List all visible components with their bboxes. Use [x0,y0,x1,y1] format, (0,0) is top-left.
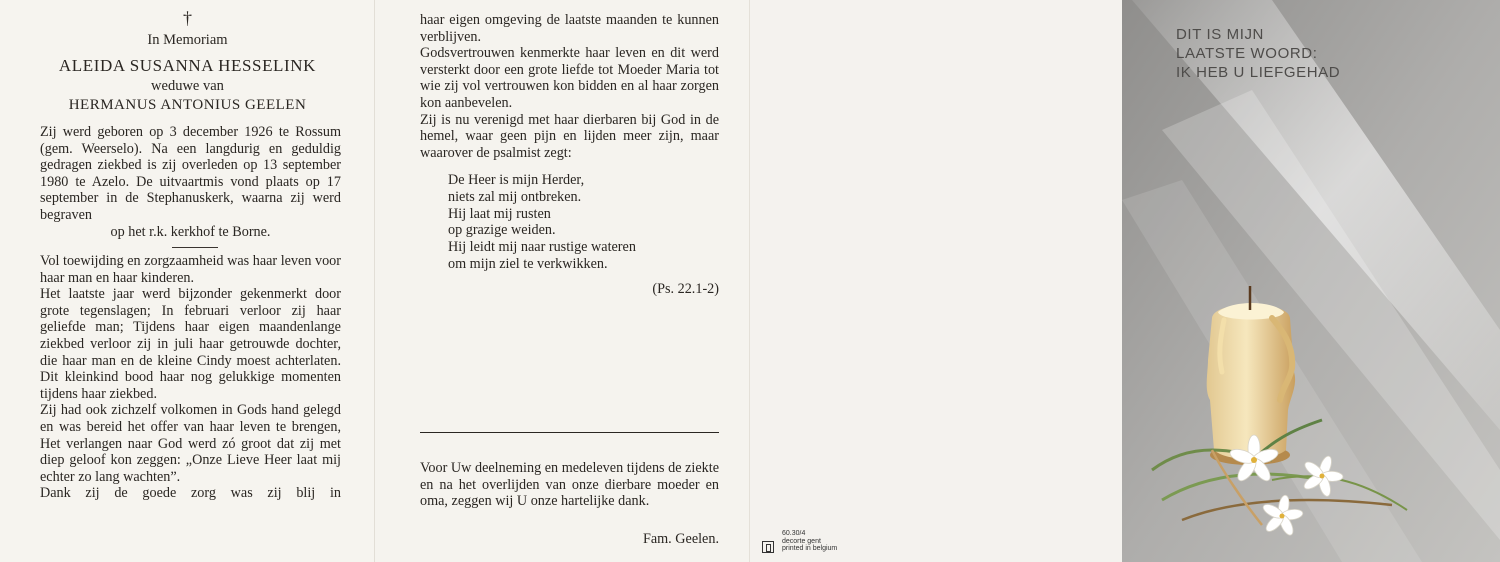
printer-text [782,530,837,553]
cover-title [1176,25,1340,82]
cover-title-line: LAATSTE WOORD: [1176,45,1318,62]
family-signature: Fam. Geelen. [642,531,719,547]
deceased-name: ALEIDA SUSANNA HESSELINK [58,56,317,75]
husband-name: HERMANUS ANTONIUS GEELEN [68,97,307,113]
cover-illustration [1122,0,1500,562]
printer-logo-icon [762,541,774,553]
psalm-line: niets zal mij ontbreken. [448,188,582,205]
in-memoriam-heading: In Memoriam [147,32,228,48]
psalm-line: De Heer is mijn Herder, [448,172,585,188]
printer-mark [762,530,862,562]
psalm-line: Hij leidt mij naar rustige wateren [448,239,636,256]
psalm-reference: (Ps. 22.1-2) [652,281,719,297]
widow-of-label: weduwe van [151,78,224,94]
cover-title-line: DIT IS MIJN [1176,26,1264,43]
life-paragraph-3: Zij had ook zichzelf volkomen in Gods hand gelegd en was bereid het offer van haar leven te brengen, Het verlangen naar God werd zó groot dat zij met diep geloof kon zeggen: „Onze Lieve Heer laat mij echter zo lang wachten”. [40,402,341,485]
psalm-line: Hij laat mij rusten [448,205,551,222]
long-divider [420,432,719,433]
psalm-line: op grazige weiden. [448,222,556,239]
printer-line-1: decorte gent [782,537,821,545]
blank-back-panel [750,0,1122,562]
cover-panel [1122,0,1500,562]
continued-story [420,12,719,161]
middle-paragraph-2: Godsvertrouwen kenmerkte haar leven en dit werd versterkt door een grote liefde tot Moeder Maria tot wie zij vol vertrouwen kon bidden en al haar zorgen kon aanbevelen. [420,45,719,111]
psalm-verse [448,172,708,273]
printer-line-2: printed in belgium [782,545,838,553]
birth-death-paragraph [40,124,341,240]
printer-code: 60.30/4 [782,530,806,537]
thanks-paragraph: Voor Uw deelneming en medeleven tijdens de ziekte en na het overlijden van onze dierbare moeder en oma, zeggen wij U onze hartelijke dank. [420,460,719,510]
life-paragraph-4: Dank zij de goede zorg was zij blij in [40,485,341,502]
short-divider [172,247,218,248]
life-story [40,253,341,502]
middle-paragraph-1: haar eigen omgeving de laatste maanden te kunnen verblijven. [420,12,719,45]
left-text-panel [0,0,375,562]
middle-paragraph-3: Zij is nu verenigd met haar dierbaren bij God in de hemel, waar geen pijn en lijden meer zijn, maar waarover de psalmist zegt: [420,111,719,161]
life-paragraph-1: Vol toewijding en zorgzaamheid was haar leven voor haar man en haar kinderen. [40,253,341,286]
life-paragraph-2: Het laatste jaar werd bijzonder gekenmerkt door grote tegenslagen; In februari verloor zij haar geliefde man; Tijdens haar eigen maandenlange ziekbed verloor zij in juli haar getrouwde dochter, die haar man en de kleine Cindy moest achterlaten. Dit kleinkind bood haar nog gelukkige momenten tijdens haar ziekbed. [40,286,341,402]
birth-death-text: Zij werd geboren op 3 december 1926 te Rossum (gem. Weerselo). Na een langdurig en geduldig gedragen ziekbed is zij overleden op 13 september 1980 te Azelo. De uitvaartmis vond plaats op 17 september in de Stephanuskerk, waarna zij werd begraven [40,124,341,223]
burial-line: op het r.k. kerkhof te Borne. [110,223,271,240]
psalm-line: om mijn ziel te verkwikken. [448,255,608,272]
cover-title-line: IK HEB U LIEFGEHAD [1176,64,1341,81]
cross-symbol: † [183,8,192,28]
